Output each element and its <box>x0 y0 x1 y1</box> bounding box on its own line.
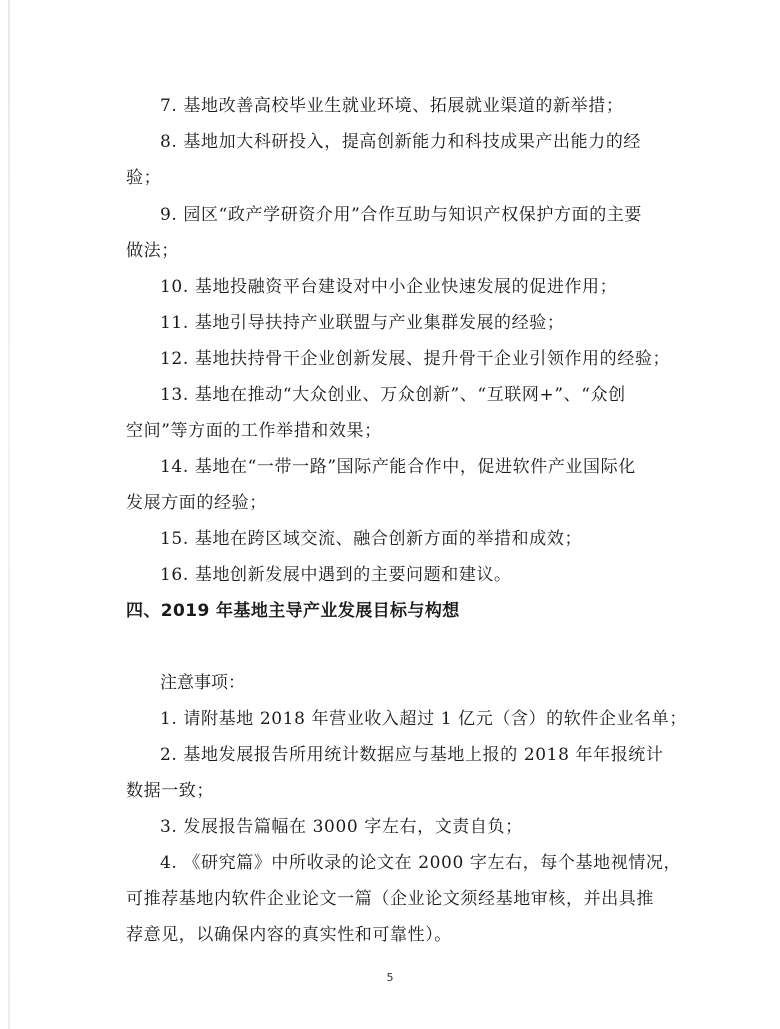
item-12-line: 12. 基地扶持骨干企业创新发展、提升骨干企业引领作用的经验； <box>160 349 671 369</box>
scan-edge-shadow <box>8 0 10 1029</box>
item-9-continuation: 做法； <box>126 241 179 261</box>
item-14-line: 14. 基地在“一带一路”国际产能合作中，促进软件产业国际化 <box>160 457 636 477</box>
item-11-line: 11. 基地引导扶持产业联盟与产业集群发展的经验； <box>160 313 565 333</box>
note-1-line: 1. 请附基地 2018 年营业收入超过 1 亿元（含）的软件企业名单； <box>160 709 687 729</box>
note-4-continuation-2: 荐意见，以确保内容的真实性和可靠性）。 <box>126 925 452 945</box>
item-15-line: 15. 基地在跨区域交流、融合创新方面的举措和成效； <box>160 529 583 549</box>
note-3-line: 3. 发展报告篇幅在 3000 字左右，文责自负； <box>160 817 523 837</box>
item-14-continuation: 发展方面的经验； <box>126 493 267 513</box>
item-10-line: 10. 基地投融资平台建设对中小企业快速发展的促进作用； <box>160 277 618 297</box>
item-13-continuation: 空间”等方面的工作举措和效果； <box>126 421 382 441</box>
note-2-continuation: 数据一致； <box>126 781 214 801</box>
item-9-line: 9. 园区“政产学研资介用”合作互助与知识产权保护方面的主要 <box>160 205 643 225</box>
item-8-continuation: 验； <box>126 168 162 188</box>
item-13-line: 13. 基地在推动“大众创业、万众创新”、“互联网+”、“众创 <box>160 385 626 405</box>
note-2-line: 2. 基地发展报告所用统计数据应与基地上报的 2018 年年报统计 <box>160 745 664 765</box>
item-16-line: 16. 基地创新发展中遇到的主要问题和建议。 <box>160 565 512 585</box>
notes-title: 注意事项： <box>160 673 245 693</box>
note-4-continuation: 可推荐基地内软件企业论文一篇（企业论文须经基地审核，并出具推 <box>126 889 654 909</box>
page-number: 5 <box>386 971 394 984</box>
note-4-line: 4. 《研究篇》中所收录的论文在 2000 字左右，每个基地视情况， <box>160 853 682 873</box>
item-8-line: 8. 基地加大科研投入，提高创新能力和科技成果产出能力的经 <box>160 132 642 152</box>
section-heading: 四、2019 年基地主导产业发展目标与构想 <box>126 601 460 621</box>
item-7-line: 7. 基地改善高校毕业生就业环境、拓展就业渠道的新举措； <box>160 96 624 116</box>
